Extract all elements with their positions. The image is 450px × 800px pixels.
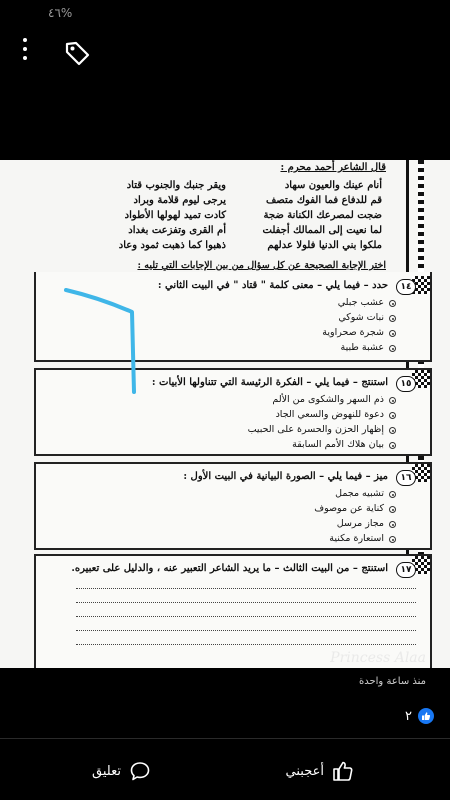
option-label: تشبيه مجمل [335, 488, 384, 499]
option-label: مجاز مرسل [336, 518, 384, 529]
poem-verse: يرجى ليوم قلامة وبراد [133, 195, 226, 206]
poem-verse: ويقر جنبك والجنوب قتاد [126, 180, 226, 191]
question-number: ١٧ [396, 562, 416, 578]
question-number: ١٦ [396, 470, 416, 486]
option-label: استعارة مكنية [329, 533, 384, 544]
question-text: استنتج – فيما يلي – الفكرة الرئيسة التي تتناولها الأبيات : [151, 377, 388, 388]
option-label: كناية عن موصوف [314, 503, 384, 514]
poem-verse: ذهبوا كما ذهبت ثمود وعاد [118, 240, 226, 251]
comment-button[interactable] [92, 760, 151, 782]
option-label: عشبة طبية [340, 342, 384, 353]
option-label: شجرة صحراوية [322, 327, 384, 338]
option-label: عشب جبلي [337, 297, 384, 308]
poem-verse: لما نعيت إلى الممالك أجفلت [262, 225, 382, 236]
like-reaction-icon [418, 708, 434, 724]
divider [0, 738, 450, 739]
thumbs-up-icon [332, 760, 354, 782]
like-button[interactable] [286, 760, 354, 782]
question-text: استنتج – من البيت الثالث – ما يريد الشاعر التعبير عنه ، والدليل على تعبيره. [71, 563, 388, 574]
more-vertical-icon[interactable] [18, 38, 32, 66]
reaction-count: ٢ [405, 708, 412, 724]
battery-status: ٤٦% [48, 6, 73, 20]
tag-icon[interactable] [62, 38, 92, 68]
question-number: ١٥ [396, 376, 416, 392]
poem-verse: قم للدفاع فما الفوك متصف [265, 195, 382, 206]
poem-title: قال الشاعر أحمد محرم : [280, 162, 386, 173]
status-bar [0, 0, 450, 26]
option-label: بيان هلاك الأمم السابقة [292, 439, 384, 450]
option-label: نبات شوكي [338, 312, 384, 323]
question-number: ١٤ [396, 279, 416, 295]
comment-label: تعليق [92, 763, 121, 779]
question-text: ميز – فيما يلي – الصورة البيانية في البيت الأول : [183, 471, 388, 482]
option-label: ذم السهر والشكوى من الألم [272, 394, 384, 405]
post-photo[interactable] [0, 160, 450, 668]
poem-verse: أنام عينك والعيون سهاد [284, 180, 382, 191]
option-label: دعوة للنهوض والسعي الجاد [275, 409, 384, 420]
instructions: اختر الإجابة الصحيحة عن كل سؤال من بين الإجابات التي تليه : [137, 260, 386, 271]
question-text: حدد – فيما يلي – معنى كلمة " قتاد " في البيت الثاني : [157, 280, 388, 291]
option-label: إظهار الحزن والحسرة على الحبيب [247, 424, 384, 435]
poem-verse: ضجت لمصرعك الكنانة ضجة [263, 210, 382, 221]
poem-verse: أم القرى وتفزعت بغداد [128, 225, 226, 236]
poem-verse: كادت تميد لهولها الأطواد [124, 210, 226, 221]
poem-verse: ملكوا بني الدنيا فلولا عدلهم [267, 240, 382, 251]
like-label: أعجبني [285, 763, 324, 779]
post-timestamp: منذ ساعة واحدة [358, 676, 426, 687]
reactions-summary[interactable] [405, 708, 434, 724]
pen-stroke-drawing [0, 160, 450, 668]
comment-icon [129, 760, 151, 782]
watermark: Princess Alaa [330, 650, 426, 666]
